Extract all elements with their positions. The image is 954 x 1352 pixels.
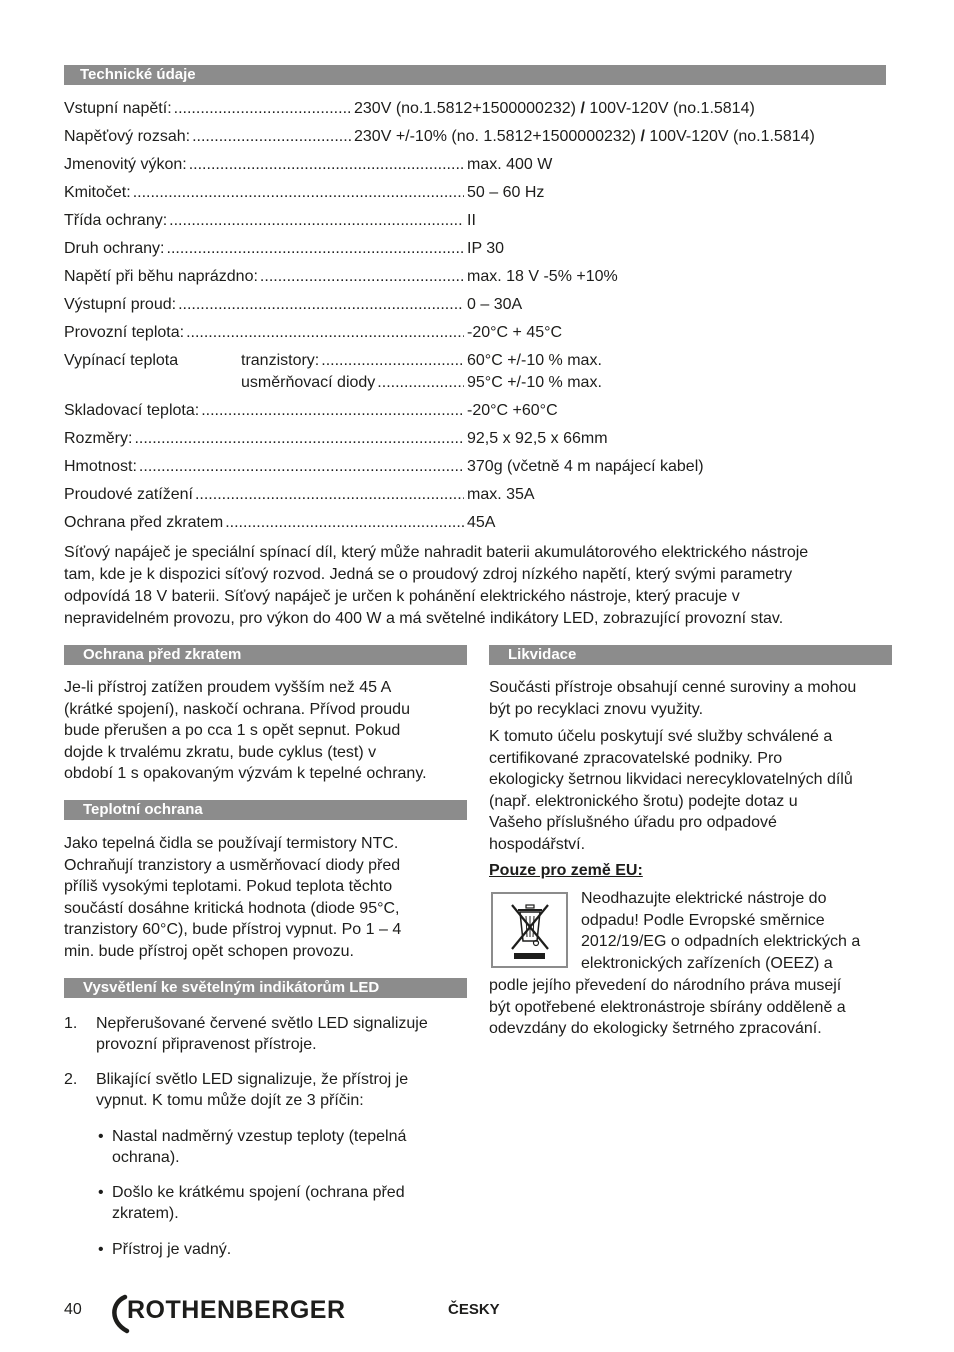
text-line: Součásti přístroje obsahují cenné suroviny a mohou <box>489 679 857 696</box>
text-line: (krátké spojení), naskočí ochrana. Přívod proudu <box>64 700 410 718</box>
text-line: odevzdány do ekologicky šetrného zpracování. <box>489 1020 822 1037</box>
bullet-icon: • <box>98 1128 104 1145</box>
text-line: Vašeho příslušného úřadu pro odpadové <box>489 814 777 831</box>
text-line: elektronických zařízeních (OEEZ) a <box>581 955 833 973</box>
spec-value: -20°C +60°C <box>467 402 558 419</box>
spec-label: Druh ochrany: <box>64 240 165 257</box>
spec-table <box>64 98 894 540</box>
spec-row <box>64 322 894 344</box>
spec-value: II <box>467 212 476 229</box>
section-heading-thermal-protection <box>64 800 467 820</box>
spec-row <box>64 98 894 120</box>
dot-leader <box>225 512 464 534</box>
text-line: Nastal nadměrný vzestup teploty (tepelná <box>112 1128 407 1145</box>
spec-row <box>64 428 894 450</box>
text-line: zkratem). <box>112 1205 179 1222</box>
text-line: tranzistory 60°C), bude přístroj vypnut. Po 1 – 4 <box>64 921 402 939</box>
text-line: období 1 s opakovaným výzvám k tepelné ochrany. <box>64 765 427 782</box>
spec-value-primary: 230V +/-10% (no. 1.5812+1500000232) <box>354 128 637 145</box>
text-line: (např. elektronického šrotu) podejte dotaz u <box>489 792 798 810</box>
spec-value: -20°C + 45°C <box>467 324 563 341</box>
dot-leader <box>189 154 464 176</box>
bullet-item-text <box>112 1126 406 1168</box>
text-line: odpadu! Podle Evropské směrnice <box>581 911 825 929</box>
spec-label: Rozměry: <box>64 430 133 447</box>
heading-text: Ochrana před zkratem <box>83 646 242 663</box>
spec-value: 0 – 30A <box>467 296 523 313</box>
eu-notice-text <box>489 975 846 1040</box>
dot-leader <box>134 428 464 450</box>
spec-label: Napětí při běhu naprázdno: <box>64 268 258 285</box>
spec-value <box>354 98 755 120</box>
spec-row <box>64 294 894 316</box>
spec-value: 370g (včetně 4 m napájecí kabel) <box>467 458 704 475</box>
text-line: nepravidelném provozu, pro výkon do 400 W a má světelné indikátory LED, zobrazující provozní stav. <box>64 610 784 627</box>
spec-value: IP 30 <box>467 240 505 257</box>
text-line: podle jejího převedení do národního práva musejí <box>489 977 842 994</box>
section-heading-short-circuit <box>64 645 467 665</box>
text-line: Přístroj je vadný. <box>112 1241 232 1258</box>
spec-value: 50 – 60 Hz <box>467 184 545 201</box>
text-line: provozní připravenost přístroje. <box>96 1036 317 1053</box>
list-number: 2. <box>64 1071 78 1088</box>
dot-leader <box>201 400 464 422</box>
spec-sub-row <box>241 372 602 394</box>
spec-row <box>64 512 894 534</box>
bullet-item-text <box>112 1239 231 1260</box>
heading-text: Likvidace <box>508 646 577 663</box>
text-line: příliš vysokými teplotami. Pokud teplota těchto <box>64 878 393 896</box>
spec-label: Vstupní napětí: <box>64 100 172 117</box>
spec-label: Třída ochrany: <box>64 212 168 229</box>
dot-leader <box>178 294 464 316</box>
text-line: Neodhazujte elektrické nástroje do <box>581 890 827 907</box>
text-line: ekologicky šetrnou likvidaci nerecyklovatelných dílů <box>489 771 853 788</box>
disposal-paragraph <box>489 677 856 721</box>
language-label: ČESKY <box>448 1301 500 1318</box>
spec-sub-row <box>241 350 602 372</box>
text-line: odpovídá 18 V baterii. Síťový napáječ je určen k pohánění elektrického nástroje, který pracuje v <box>64 588 740 605</box>
list-number: 1. <box>64 1015 78 1032</box>
thermal-protection-paragraph <box>64 833 401 963</box>
brand-logo: ROTHENBERGER <box>127 1296 346 1324</box>
heading-text: Technické údaje <box>80 66 196 83</box>
spec-label: Jmenovitý výkon: <box>64 156 187 173</box>
spec-value: max. 400 W <box>467 156 553 173</box>
spec-row <box>64 238 894 260</box>
dot-leader <box>195 484 464 506</box>
dot-leader <box>167 238 465 260</box>
text-line: Je-li přístroj zatížen proudem vyšším než 45 A <box>64 679 392 696</box>
spec-value: 60°C +/-10 % max. <box>467 352 602 369</box>
spec-value <box>354 126 815 148</box>
text-line: Došlo ke krátkému spojení (ochrana před <box>112 1184 405 1201</box>
spec-value: max. 35A <box>467 486 535 503</box>
spec-row <box>64 400 894 422</box>
spec-row-cutoff-temperature <box>64 350 894 394</box>
spec-row <box>64 210 894 232</box>
spec-value-primary: 230V (no.1.5812+1500000232) <box>354 100 576 117</box>
text-line: Nepřerušované červené světlo LED signalizuje <box>96 1015 428 1032</box>
text-line: 2012/19/EG o odpadních elektrických a <box>581 933 861 951</box>
text-line: vypnut. K tomu může dojít ze 3 příčin: <box>96 1092 364 1109</box>
text-line: bude přerušen a po cca 1 s opět sepnut. Pokud <box>64 722 401 739</box>
text-line: tam, kde je k dispozici síťový rozvod. Jedná se o proudový zdroj nízkého napětí, který svými parametry <box>64 566 793 583</box>
dot-leader <box>169 210 464 232</box>
spec-value: 92,5 x 92,5 x 66mm <box>467 430 608 447</box>
spec-label: Skladovací teplota: <box>64 402 200 419</box>
bullet-icon: • <box>98 1241 104 1258</box>
dot-leader <box>321 350 464 372</box>
spec-row <box>64 456 894 478</box>
list-item-text <box>96 1069 408 1111</box>
text-line: hospodářství. <box>489 835 586 853</box>
eu-only-heading: Pouze pro země EU: <box>489 862 643 879</box>
spec-value: 45A <box>467 514 496 531</box>
section-heading-led-indicators <box>64 978 467 998</box>
short-circuit-paragraph <box>64 677 427 785</box>
spec-value-alternate: 100V-120V (no.1.5814) <box>649 128 815 145</box>
spec-label: Provozní teplota: <box>64 324 185 341</box>
dot-leader <box>133 182 464 204</box>
spec-value-alternate: 100V-120V (no.1.5814) <box>589 100 755 117</box>
spec-row <box>64 266 894 288</box>
spec-value-separator: / <box>580 100 585 117</box>
spec-sub-label: usměrňovací diody <box>241 374 376 391</box>
spec-label: Výstupní proud: <box>64 296 177 313</box>
dot-leader <box>192 126 351 148</box>
text-line: součástí dosáhne kritická hodnota (diode 95°C, <box>64 899 400 917</box>
bullet-icon: • <box>98 1184 104 1201</box>
dot-leader <box>139 456 464 478</box>
dot-leader <box>174 98 351 120</box>
text-line: Blikající světlo LED signalizuje, že přístroj je <box>96 1071 409 1088</box>
text-line: Ochraňují tranzistory a usměrňovací diody před <box>64 856 401 874</box>
spec-row <box>64 182 894 204</box>
intro-paragraph <box>64 542 808 630</box>
spec-label: Kmitočet: <box>64 184 131 201</box>
page-number: 40 <box>64 1301 82 1318</box>
section-heading-technical-data <box>64 65 886 85</box>
text-line: Jako tepelná čidla se používají termistory NTC. <box>64 835 399 852</box>
spec-sub-rows <box>241 350 602 394</box>
spec-label: Napěťový rozsah: <box>64 128 191 145</box>
text-line: certifikované zpracovatelské podniky. Pro <box>489 749 783 767</box>
weee-crossed-bin-icon <box>491 892 568 968</box>
spec-value: max. 18 V -5% +10% <box>467 268 618 285</box>
text-line: Síťový napáječ je speciální spínací díl, který může nahradit baterii akumulátorového elektrického nástroje <box>64 544 809 561</box>
text-line: dojde k trvalému zkratu, bude cyklus (test) v <box>64 743 377 761</box>
eu-notice-text <box>581 888 860 975</box>
heading-text: Teplotní ochrana <box>83 801 203 818</box>
spec-value: 95°C +/-10 % max. <box>467 374 602 391</box>
spec-value-separator: / <box>640 128 645 145</box>
dot-leader <box>377 372 464 394</box>
spec-label: Ochrana před zkratem <box>64 514 224 531</box>
spec-row <box>64 484 894 506</box>
spec-label: Hmotnost: <box>64 458 137 475</box>
section-heading-disposal <box>489 645 892 665</box>
spec-label: Vypínací teplota <box>64 352 179 369</box>
dot-leader <box>186 322 464 344</box>
dot-leader <box>260 266 464 288</box>
spec-sub-label: tranzistory: <box>241 352 320 369</box>
disposal-paragraph <box>489 726 853 855</box>
text-line: min. bude přístroj opět schopen provozu. <box>64 942 354 960</box>
spec-row <box>64 126 894 148</box>
text-line: ochrana). <box>112 1149 180 1166</box>
bullet-item-text <box>112 1182 405 1224</box>
spec-label: Proudové zatížení <box>64 486 193 503</box>
spec-row <box>64 154 894 176</box>
text-line: K tomuto účelu poskytují své služby schválené a <box>489 728 833 745</box>
text-line: být opotřebené elektronástroje sbírány odděleně a <box>489 998 846 1016</box>
text-line: být po recyklaci znovu využity. <box>489 701 704 718</box>
list-item-text <box>96 1013 428 1055</box>
heading-text: Vysvětlení ke světelným indikátorům LED <box>83 979 380 996</box>
